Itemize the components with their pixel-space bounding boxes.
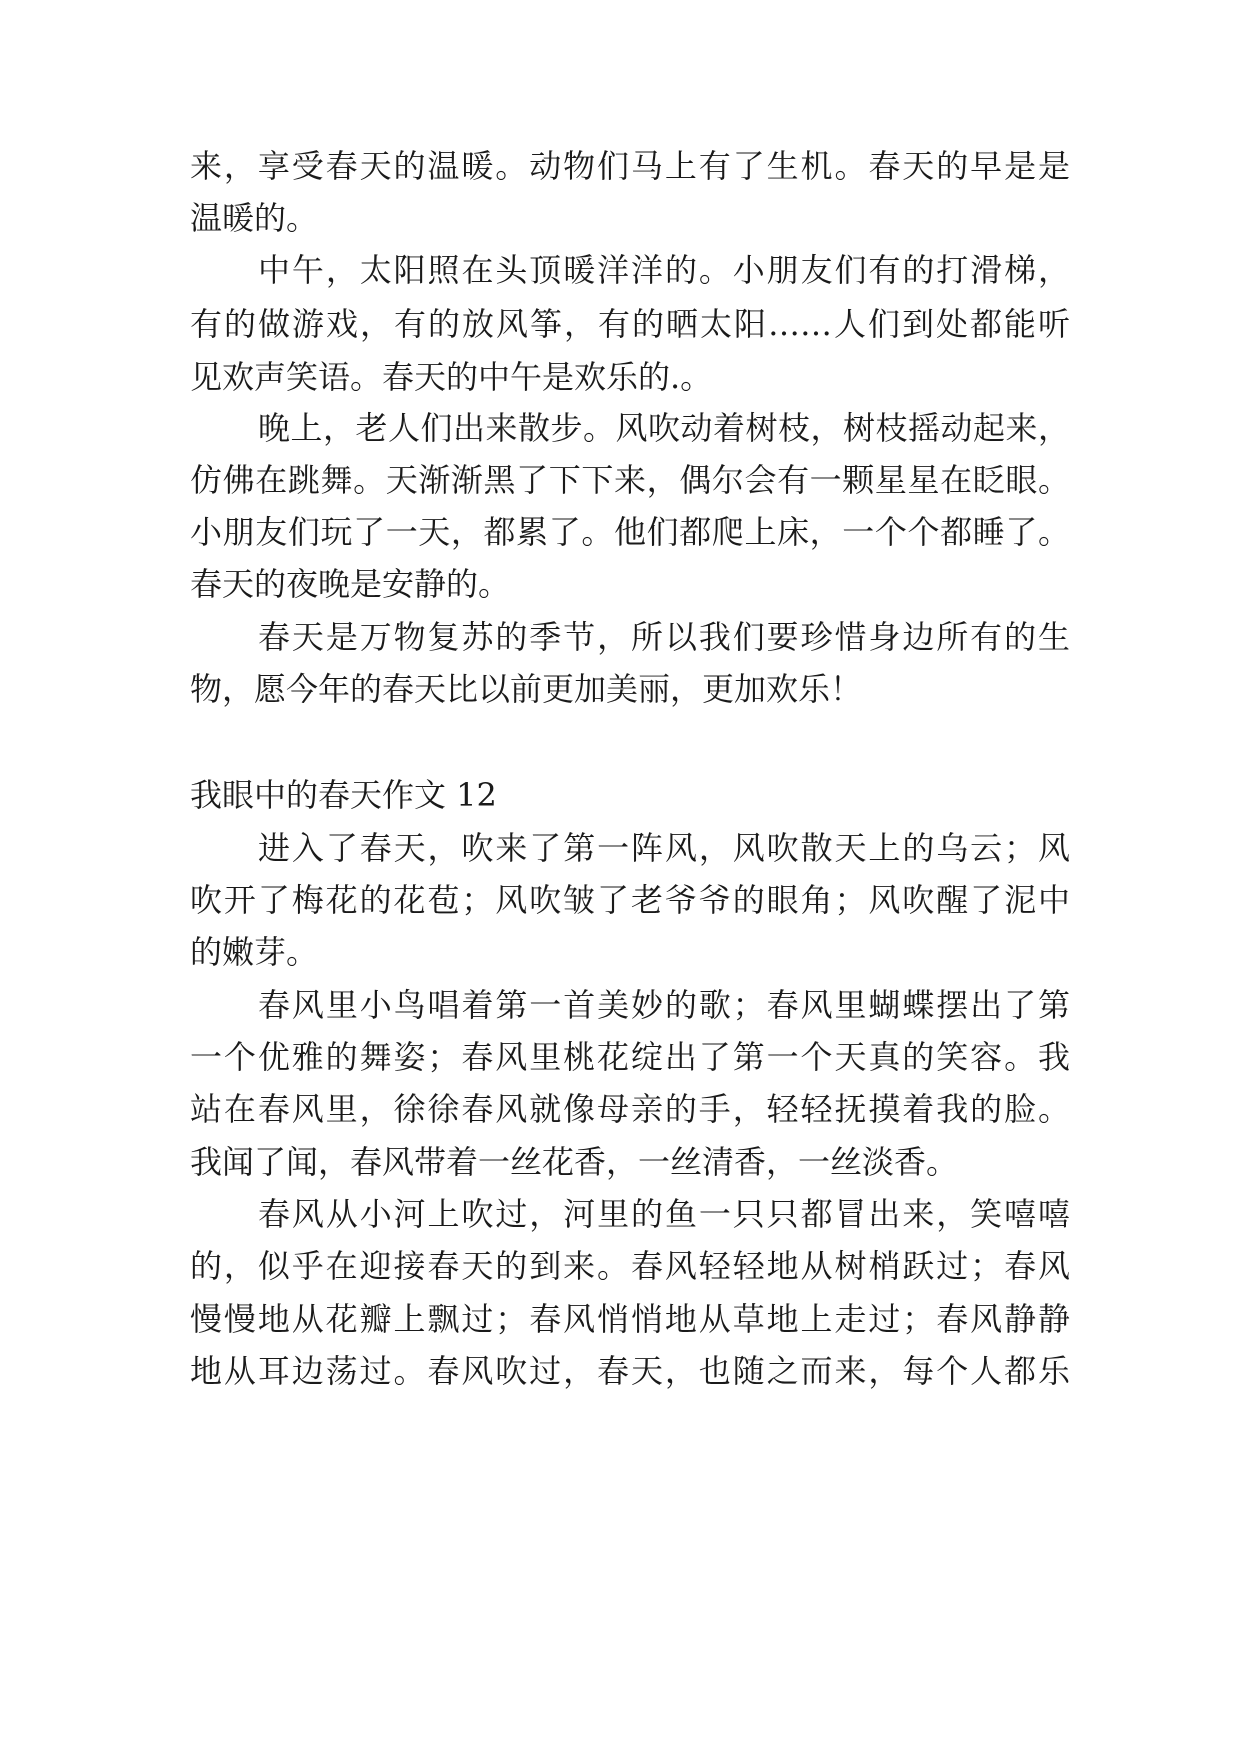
paragraph-line: 中午，太阳照在头顶暖洋洋的。小朋友们有的打滑梯， — [258, 251, 1070, 289]
paragraph-line: 来，享受春天的温暖。动物们马上有了生机。春天的早是是 — [190, 147, 1070, 185]
paragraph-line: 的，似乎在迎接春天的到来。春风轻轻地从树梢跃过；春风 — [190, 1247, 1070, 1285]
paragraph-line: 见欢声笑语。春天的中午是欢乐的.。 — [190, 358, 713, 396]
paragraph-line: 一个优雅的舞姿；春风里桃花绽出了第一个天真的笑容。我 — [190, 1038, 1070, 1076]
paragraph-line: 有的做游戏，有的放风筝，有的晒太阳……人们到处都能听 — [190, 305, 1070, 343]
paragraph-line: 我闻了闻，春风带着一丝花香，一丝清香，一丝淡香。 — [190, 1143, 959, 1181]
paragraph-line: 春天是万物复苏的季节，所以我们要珍惜身边所有的生 — [258, 618, 1070, 656]
paragraph-line: 物，愿今年的春天比以前更加美丽，更加欢乐！ — [190, 670, 863, 708]
paragraph-line: 地从耳边荡过。春风吹过，春天，也随之而来，每个人都乐 — [190, 1352, 1070, 1390]
paragraph-line: 慢慢地从花瓣上飘过；春风悄悄地从草地上走过；春风静静 — [190, 1300, 1070, 1338]
paragraph-line: 春风从小河上吹过，河里的鱼一只只都冒出来，笑嘻嘻 — [258, 1195, 1070, 1233]
paragraph-line: 进入了春天，吹来了第一阵风，风吹散天上的乌云；风 — [258, 829, 1070, 867]
paragraph-line: 小朋友们玩了一天，都累了。他们都爬上床，一个个都睡了。 — [190, 513, 1070, 551]
paragraph-line: 站在春风里，徐徐春风就像母亲的手，轻轻抚摸着我的脸。 — [190, 1090, 1070, 1128]
section-title: 我眼中的春天作文 12 — [190, 776, 497, 814]
paragraph-line: 仿佛在跳舞。天渐渐黑了下下来，偶尔会有一颗星星在眨眼。 — [190, 461, 1070, 499]
paragraph-line: 的嫩芽。 — [190, 933, 319, 971]
paragraph-line: 温暖的。 — [190, 199, 319, 237]
paragraph-line: 春风里小鸟唱着第一首美妙的歌；春风里蝴蝶摆出了第 — [258, 986, 1070, 1024]
paragraph-line: 吹开了梅花的花苞；风吹皱了老爷爷的眼角；风吹醒了泥中 — [190, 881, 1070, 919]
paragraph-line: 春天的夜晚是安静的。 — [190, 565, 511, 603]
paragraph-line: 晚上，老人们出来散步。风吹动着树枝，树枝摇动起来， — [258, 409, 1070, 447]
